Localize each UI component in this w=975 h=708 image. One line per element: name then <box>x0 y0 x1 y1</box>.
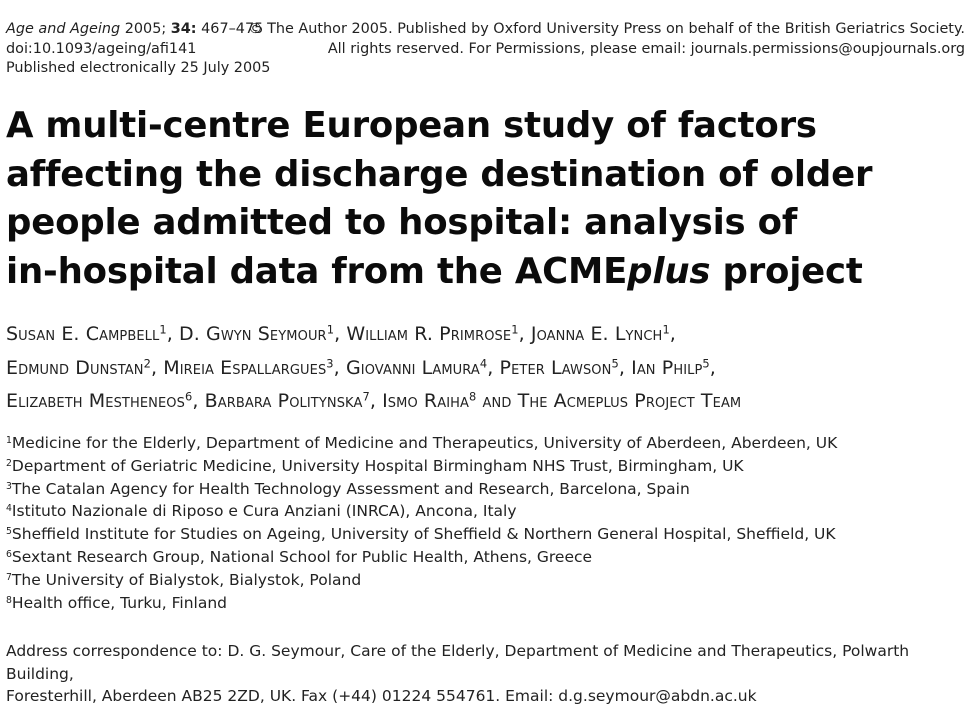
title-line-2: affecting the discharge destination of older <box>6 153 873 195</box>
affiliation-item <box>6 432 971 455</box>
affiliation-item <box>6 455 971 478</box>
journal-volume: 34: <box>170 21 197 37</box>
journal-pages: 467–475 <box>196 21 264 37</box>
title-line-4-suffix: project <box>710 250 863 292</box>
affiliation-text: Department of Geriatric Medicine, University Hospital Birmingham NHS Trust, Birmingham, UK <box>11 456 744 475</box>
author-affil-sup: 5 <box>611 356 619 371</box>
affiliation-number: 2 <box>6 457 12 469</box>
author-separator: and The Acmeplus Project Team <box>476 390 742 412</box>
author-separator: , <box>166 323 179 345</box>
author-separator: , <box>150 356 164 379</box>
affiliation-text: Health office, Turku, Finland <box>11 593 227 612</box>
author-name: Joanna E. Lynch <box>530 323 663 345</box>
author-name: Peter Lawson <box>499 356 612 379</box>
author-name: Mireia Espallargues <box>163 356 327 379</box>
author-affil-sup: 4 <box>479 356 488 371</box>
affiliation-number: 4 <box>6 503 12 515</box>
affiliation-text: The Catalan Agency for Health Technology Assessment and Research, Barcelona, Spain <box>11 479 690 498</box>
affiliation-item <box>6 569 971 592</box>
title-line-3: people admitted to hospital: analysis of <box>6 202 798 243</box>
title-line-1: A multi-centre European study of factors <box>6 105 817 146</box>
author-name: D. Gwyn Seymour <box>178 323 327 345</box>
journal-year: 2005; <box>120 21 171 37</box>
affiliation-number: 1 <box>6 434 12 446</box>
author-separator: , <box>334 323 347 345</box>
author-separator: , <box>709 356 716 379</box>
correspondence-line-1: Address correspondence to: D. G. Seymour, Care of the Elderly, Department of Medicine and Therapeutics, Polwarth Building, <box>6 642 910 683</box>
affiliation-number: 5 <box>6 526 12 538</box>
author-separator: , <box>192 390 205 412</box>
journal-name: Age and Ageing <box>6 21 121 37</box>
author-separator: , <box>518 323 531 345</box>
affiliation-number: 7 <box>6 571 12 583</box>
author-affil-sup: 1 <box>511 322 519 337</box>
author-name: Susan E. Campbell <box>6 323 160 345</box>
affiliation-item <box>6 500 971 523</box>
affiliation-item <box>6 523 971 546</box>
correspondence-address <box>6 640 971 708</box>
author-line-3 <box>6 385 971 419</box>
author-affil-sup: 1 <box>662 322 670 337</box>
author-affil-sup: 1 <box>159 322 167 337</box>
author-affil-sup: 1 <box>326 322 335 337</box>
correspondence-line-2: Foresterhill, Aberdeen AB25 2ZD, UK. Fax (+44) 01224 554761. Email: d.g.seymour@abdn.ac.uk <box>6 687 757 705</box>
affiliation-text: Sextant Research Group, National School for Public Health, Athens, Greece <box>11 547 593 566</box>
citation-block <box>6 20 270 79</box>
affiliation-number: 6 <box>6 548 12 560</box>
affiliation-text: The University of Bialystok, Bialystok, Poland <box>11 570 362 589</box>
publication-date: Published electronically 25 July 2005 <box>6 60 271 76</box>
affiliation-item <box>6 478 971 501</box>
doi: doi:10.1093/ageing/afi141 <box>6 40 197 57</box>
author-line-2 <box>6 352 971 386</box>
affiliation-number: 8 <box>6 594 12 606</box>
copyright-line-2: All rights reserved. For Permissions, please email: journals.permissions@oupjournals.org <box>327 40 965 57</box>
author-name: Barbara Politynska <box>204 390 363 412</box>
author-line-1 <box>6 318 971 352</box>
copyright-block <box>248 20 965 59</box>
affiliation-text: Medicine for the Elderly, Department of Medicine and Therapeutics, University of Aberdeen, Aberdeen, UK <box>11 434 838 452</box>
author-affil-sup: 2 <box>143 356 151 371</box>
author-affil-sup: 5 <box>702 356 710 371</box>
author-name: Ismo Raiha <box>382 390 470 412</box>
author-separator: , <box>487 356 500 379</box>
title-line-4 <box>6 251 863 292</box>
author-name: Giovanni Lamura <box>345 356 480 379</box>
author-list <box>6 318 971 419</box>
author-affil-sup: 3 <box>326 356 334 371</box>
author-separator: , <box>618 356 632 379</box>
author-name: Ian Philp <box>631 356 703 379</box>
citation-line <box>6 20 270 40</box>
affiliation-item <box>6 546 971 569</box>
title-line-4-prefix: in-hospital data from the ACME <box>6 250 628 292</box>
author-name: Edmund Dunstan <box>6 356 144 379</box>
author-name: Elizabeth Mestheneos <box>6 390 185 412</box>
author-separator: , <box>369 390 383 412</box>
article-title <box>6 102 966 296</box>
affiliation-item <box>6 592 971 615</box>
copyright-line-1: © The Author 2005. Published by Oxford University Press on behalf of the British Geriatrics Society. <box>248 21 965 37</box>
affiliation-list <box>6 432 971 614</box>
author-affil-sup: 8 <box>469 389 477 404</box>
affiliation-text: Sheffield Institute for Studies on Ageing, University of Sheffield & Northern General Hospital, Sheffield, UK <box>11 525 836 544</box>
author-name: William R. Primrose <box>346 323 512 345</box>
title-line-4-italic: plus <box>627 250 711 292</box>
affiliation-text: Istituto Nazionale di Riposo e Cura Anziani (INRCA), Ancona, Italy <box>11 502 517 521</box>
affiliation-number: 3 <box>6 480 12 492</box>
author-affil-sup: 7 <box>362 389 370 404</box>
author-separator: , <box>333 356 346 379</box>
author-separator: , <box>669 323 676 345</box>
author-affil-sup: 6 <box>184 389 193 404</box>
